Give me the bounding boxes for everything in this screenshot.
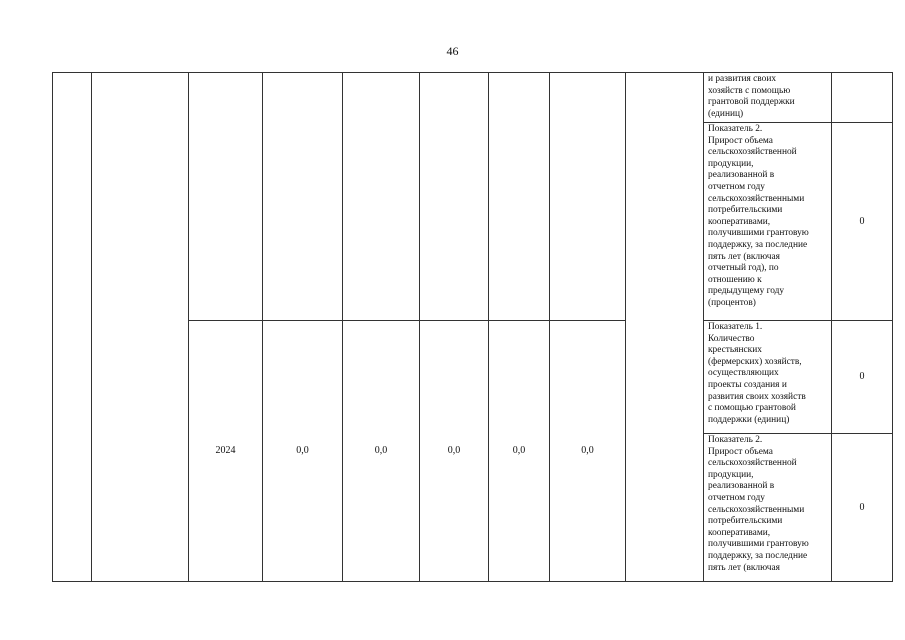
indicator-value-cell — [832, 73, 893, 123]
indicator-text-cell — [704, 434, 832, 582]
amount-cell — [343, 73, 420, 321]
indicator-text: Показатель 2. Прирост объема сельскохозяйственной продукции, реализованной в отчетном году сельскохозяйственными потребительскими кооперативами, получившими грантовую поддержку, за последние пять лет (включая — [708, 435, 809, 573]
amount-cell: 0,0 — [550, 321, 626, 582]
amount-cell — [420, 73, 489, 321]
amount-cell — [489, 73, 550, 321]
amount-cell — [550, 73, 626, 321]
indicator-value-cell: 0 — [832, 123, 893, 321]
indicator-text-cell — [704, 321, 832, 434]
number-cell — [53, 73, 92, 582]
indicator-text-cell — [704, 73, 832, 123]
year-cell: 2024 — [189, 321, 263, 582]
year-cell — [189, 73, 263, 321]
amount-cell — [263, 73, 343, 321]
executor-cell — [626, 73, 704, 582]
amount-cell: 0,0 — [420, 321, 489, 582]
indicator-value-cell: 0 — [832, 434, 893, 582]
amount-cell: 0,0 — [263, 321, 343, 582]
indicator-text: Показатель 2. Прирост объема сельскохозяйственной продукции, реализованной в отчетном году сельскохозяйственными потребительскими кооперативами, получившими грантовую поддержку, за последние пять лет (включая отчетный год), по отношению к предыдущему году (процентов) — [708, 124, 809, 308]
indicator-text-cell — [704, 123, 832, 321]
indicator-value-cell: 0 — [832, 321, 893, 434]
amount-cell: 0,0 — [343, 321, 420, 582]
page-number: 46 — [446, 44, 459, 58]
indicator-text: Показатель 1. Количество крестьянских (фермерских) хозяйств, осуществляющих проекты создания и развития своих хозяйств с помощью грантовой поддержки (единиц) — [708, 322, 806, 425]
program-table — [52, 72, 893, 582]
indicator-text: и развития своих хозяйств с помощью грантовой поддержки (единиц) — [708, 74, 795, 119]
table-row — [53, 73, 893, 123]
amount-cell: 0,0 — [489, 321, 550, 582]
event-name-cell — [92, 73, 189, 582]
